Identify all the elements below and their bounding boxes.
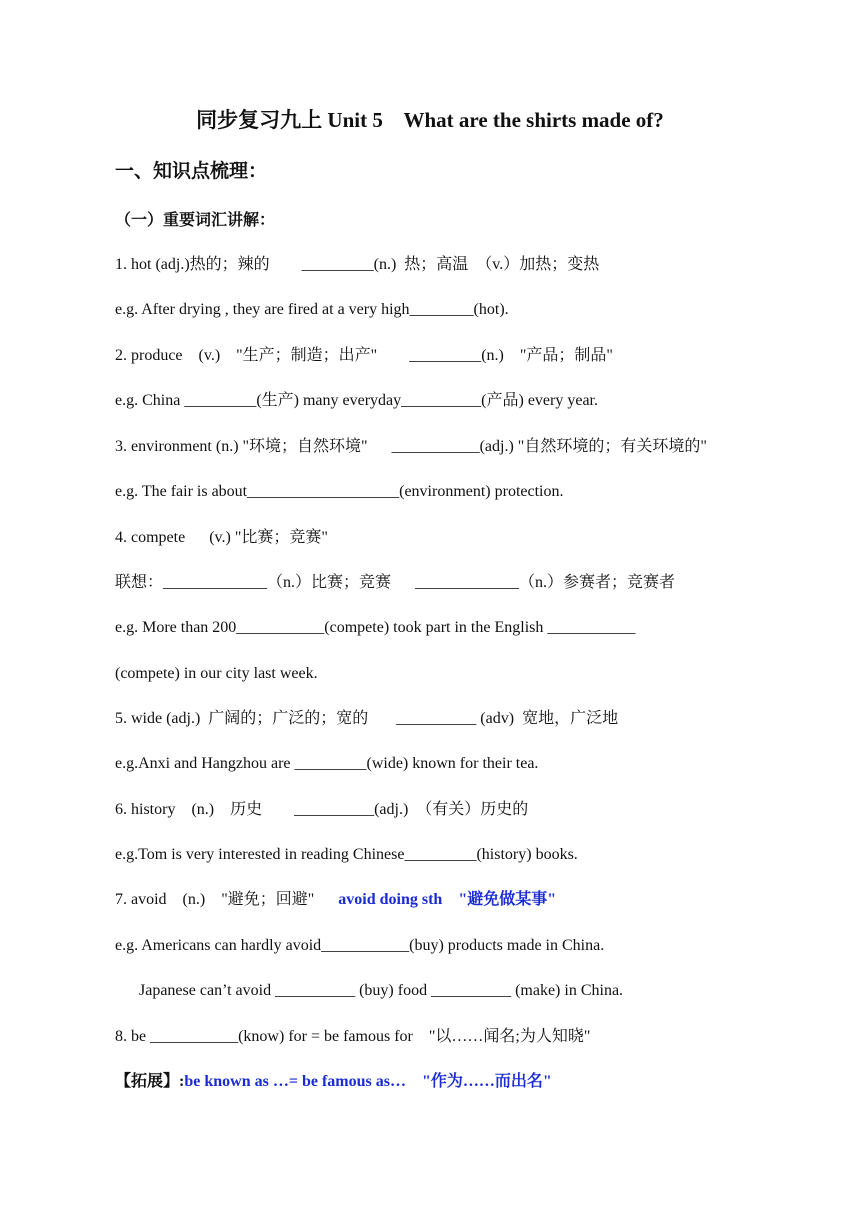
example-7a: e.g. Americans can hardly avoid___________(buy) products made in China. [115,937,605,954]
example-6: e.g.Tom is very interested in reading Chinese_________(history) books. [115,846,578,863]
example-4b: (compete) in our city last week. [115,665,318,682]
vocab-item-7 [115,889,556,911]
example-4a: e.g. More than 200___________(compete) took part in the English ___________ [115,619,636,636]
section-heading: 一、知识点梳理： [115,161,268,182]
example-2: e.g. China _________(生产) many everyday__________(产品) every year. [115,392,598,409]
example-1: e.g. After drying , they are fired at a very high________(hot). [115,301,509,318]
example-5: e.g.Anxi and Hangzhou are _________(wide) known for their tea. [115,755,539,772]
extension-note [115,1071,552,1093]
vocab-item-2: 2. produce (v.) "生产；制造；出产" _________(n.) "产品；制品" [115,347,613,364]
vocab-item-1: 1. hot (adj.)热的；辣的 _________(n.) 热；高温 （v.）加热；变热 [115,256,600,273]
example-7b: Japanese can’t avoid __________ (buy) food __________ (make) in China. [115,982,624,999]
vocab-item-3: 3. environment (n.) "环境；自然环境" ___________(adj.) "自然环境的；有关环境的" [115,438,707,455]
vocab-item-6: 6. history (n.) 历史 __________(adj.) （有关）历史的 [115,801,529,818]
vocab-item-8: 8. be ___________(know) for = be famous for "以……闻名;为人知晓" [115,1028,591,1045]
association-4: 联想：_____________（n.）比赛；竞赛 _____________（n.）参赛者；竞赛者 [115,574,676,591]
extension-label: 【拓展】: [115,1073,185,1090]
vocab-item-7-text: 7. avoid (n.) "避免；回避" [115,891,339,908]
subsection-heading: （一）重要词汇讲解： [115,212,276,229]
vocab-item-5: 5. wide (adj.) 广阔的；广泛的；宽的 __________ (adv) 宽地，广泛地 [115,710,619,727]
extension-highlight: be known as …= be famous as… "作为……而出名" [184,1073,552,1090]
vocab-item-7-highlight: avoid doing sth "避免做某事" [338,891,557,908]
vocab-item-4: 4. compete (v.) "比赛；竞赛" [115,529,328,546]
example-3: e.g. The fair is about___________________(environment) protection. [115,483,564,500]
page-title: 同步复习九上 Unit 5 What are the shirts made of? [196,108,664,132]
